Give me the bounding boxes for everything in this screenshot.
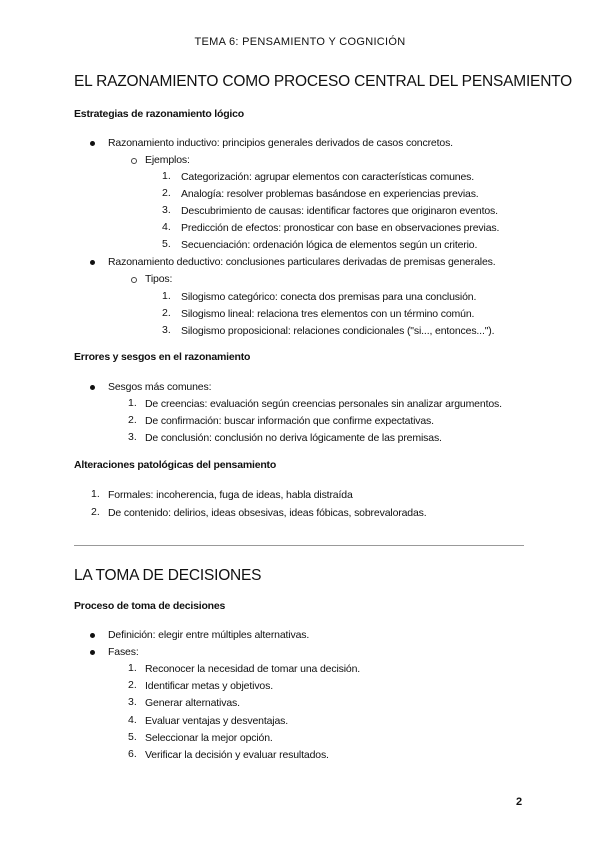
list-item: Evaluar ventajas y desventajas.	[145, 714, 289, 727]
list-item: Generar alternativas.	[145, 697, 240, 710]
list-number: 2.	[128, 414, 137, 426]
list-item: Silogismo categórico: conecta dos premisas para una conclusión.	[181, 291, 477, 303]
section-title: LA TOMA DE DECISIONES	[74, 567, 262, 584]
circle-bullet-icon	[131, 277, 137, 283]
list-number: 3.	[128, 696, 137, 709]
list-number: 4.	[128, 713, 137, 726]
page-number: 2	[516, 796, 523, 808]
list-item: Verificar la decisión y evaluar resultados.	[145, 749, 329, 761]
list-item: Tipos:	[145, 273, 173, 285]
subheading: Proceso de toma de decisiones	[74, 600, 226, 612]
list-item: Seleccionar la mejor opción.	[145, 731, 273, 744]
list-item: Reconocer la necesidad de tomar una decisión.	[145, 663, 361, 675]
list-item: Fases:	[108, 646, 139, 658]
list-number: 3.	[162, 324, 171, 337]
list-number: 3.	[128, 431, 137, 443]
list-number: 2.	[91, 506, 100, 518]
list-number: 2.	[128, 679, 137, 692]
list-item: De creencias: evaluación según creencias personales sin analizar argumentos.	[145, 398, 502, 410]
divider	[74, 545, 524, 546]
list-item: Silogismo lineal: relaciona tres elementos con un término común.	[181, 308, 475, 321]
list-number: 4.	[162, 221, 171, 233]
list-number: 6.	[128, 748, 137, 760]
list-item: De confirmación: buscar información que confirme expectativas.	[145, 415, 434, 427]
bullet-icon	[90, 260, 95, 265]
list-number: 1.	[128, 397, 137, 409]
list-item: Predicción de efectos: pronosticar con base en observaciones previas.	[181, 222, 500, 234]
subheading: Errores y sesgos en el razonamiento	[74, 351, 251, 363]
list-item: Descubrimiento de causas: identificar factores que originaron eventos.	[181, 205, 498, 217]
list-number: 5.	[128, 730, 137, 743]
list-item: Definición: elegir entre múltiples alternativas.	[108, 629, 310, 641]
bullet-icon	[90, 650, 95, 655]
bullet-icon	[90, 385, 95, 390]
section-title: EL RAZONAMIENTO COMO PROCESO CENTRAL DEL PENSAMIENTO	[74, 73, 573, 90]
subheading: Estrategias de razonamiento lógico	[74, 108, 244, 120]
list-item: Silogismo proposicional: relaciones condicionales ("si..., entonces...").	[181, 325, 495, 338]
list-item: Formales: incoherencia, fuga de ideas, habla distraída	[108, 489, 353, 501]
list-item: Razonamiento inductivo: principios generales derivados de casos concretos.	[108, 137, 453, 149]
list-number: 3.	[162, 204, 171, 216]
list-item: De contenido: delirios, ideas obsesivas, ideas fóbicas, sobrevaloradas.	[108, 507, 427, 519]
list-item: Secuenciación: ordenación lógica de elementos según un criterio.	[181, 239, 478, 251]
list-item: Ejemplos:	[145, 154, 190, 166]
list-number: 1.	[91, 488, 100, 500]
list-number: 2.	[162, 307, 171, 320]
circle-bullet-icon	[131, 158, 137, 164]
bullet-icon	[90, 141, 95, 146]
list-item: Razonamiento deductivo: conclusiones particulares derivadas de premisas generales.	[108, 256, 496, 268]
subheading: Alteraciones patológicas del pensamiento	[74, 459, 277, 471]
list-number: 2.	[162, 187, 171, 199]
list-item: De conclusión: conclusión no deriva lógicamente de las premisas.	[145, 432, 442, 444]
list-number: 1.	[128, 662, 137, 674]
list-item: Categorización: agrupar elementos con características comunes.	[181, 171, 475, 183]
bullet-icon	[90, 633, 95, 638]
list-item: Identificar metas y objetivos.	[145, 680, 273, 693]
list-number: 1.	[162, 290, 171, 302]
list-item: Analogía: resolver problemas basándose en experiencias previas.	[181, 188, 479, 200]
list-item: Sesgos más comunes:	[108, 381, 212, 393]
page-header: TEMA 6: PENSAMIENTO Y COGNICIÓN	[194, 36, 406, 48]
list-number: 5.	[162, 238, 171, 250]
list-number: 1.	[162, 170, 171, 182]
